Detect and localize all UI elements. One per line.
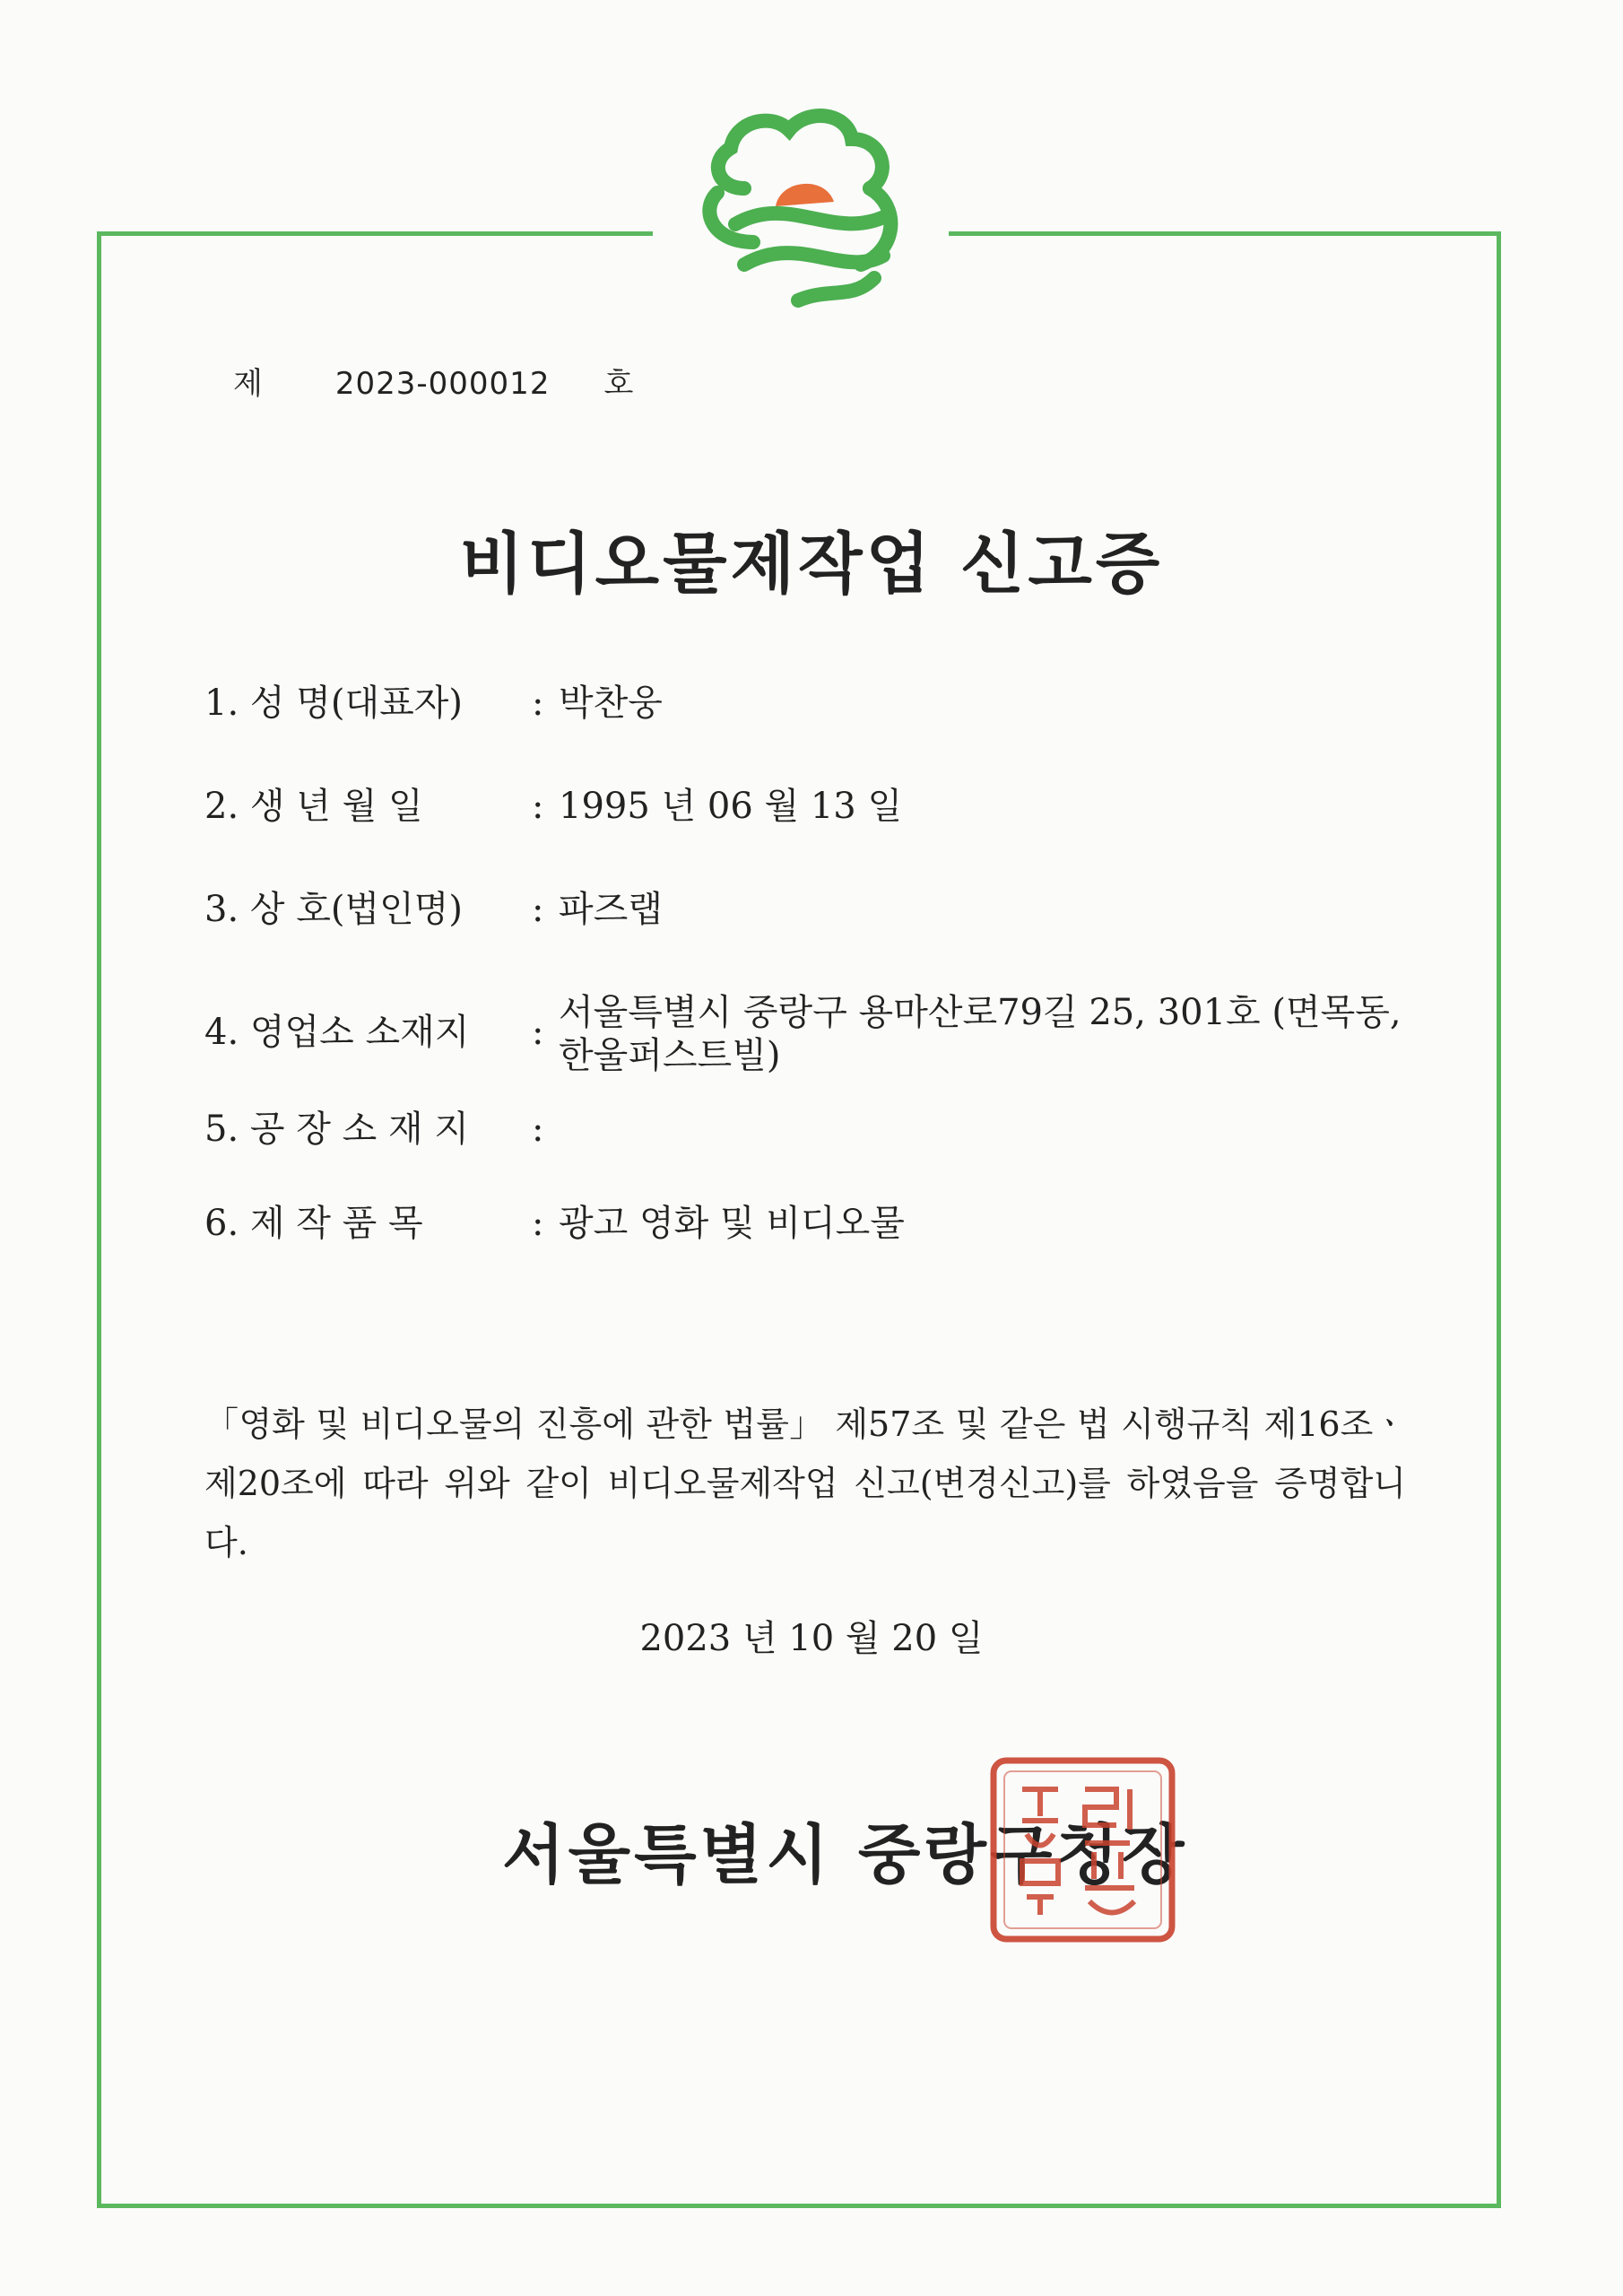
field-label: 4. 영업소 소재지 [204, 1012, 470, 1053]
field-label: 5. 공 장 소 재 지 [204, 1109, 469, 1150]
field-production-items [204, 1202, 1437, 1245]
official-seal-icon [986, 1753, 1179, 1946]
field-label: 6. 제 작 품 목 [204, 1203, 423, 1244]
field-colon: : [532, 1203, 544, 1244]
field-colon: : [532, 889, 544, 930]
field-label: 2. 생 년 월 일 [204, 786, 423, 827]
field-colon: : [532, 1012, 544, 1053]
field-value: 박찬웅 [559, 683, 663, 724]
field-label: 3. 상 호(법인명) [204, 889, 464, 930]
field-birthdate [204, 785, 1437, 828]
field-label: 1. 성 명(대표자) [204, 683, 464, 724]
field-colon: : [532, 683, 544, 724]
jungnang-gu-emblem-icon [681, 108, 924, 323]
issuer-name: 서울특별시 중랑구청장 [502, 1816, 1188, 1892]
issue-date: 2023 년 10 월 20 일 [639, 1618, 984, 1659]
field-colon: : [532, 786, 544, 827]
field-value [559, 1108, 1437, 1151]
field-representative [204, 682, 1437, 725]
certificate-title: 비디오물제작업 신고증 [459, 526, 1164, 603]
field-value: 파즈랩 [559, 889, 663, 930]
document-number [233, 359, 634, 403]
document-number-suffix: 호 [603, 366, 635, 402]
field-colon: : [532, 1109, 544, 1150]
field-value: 광고 영화 및 비디오물 [559, 1203, 905, 1244]
document-number-value: 2023-000012 [334, 366, 551, 402]
document-number-prefix: 제 [233, 366, 264, 402]
field-value: 서울특별시 중랑구 용마산로79길 25, 301호 (면목동, 한울퍼스트빌) [559, 992, 1402, 1076]
certification-statement: 「영화 및 비디오물의 진흥에 관한 법률」 제57조 및 같은 법 시행규칙 제16조ㆍ제20조에 따라 위와 같이 비디오물제작업 신고(변경신고)를 하였음을 증명합니다. [204, 1405, 1406, 1562]
field-company-name [204, 888, 1437, 931]
field-factory-address [204, 1108, 1437, 1151]
field-value: 1995 년 06 월 13 일 [559, 786, 903, 827]
field-business-address [204, 991, 1437, 1077]
